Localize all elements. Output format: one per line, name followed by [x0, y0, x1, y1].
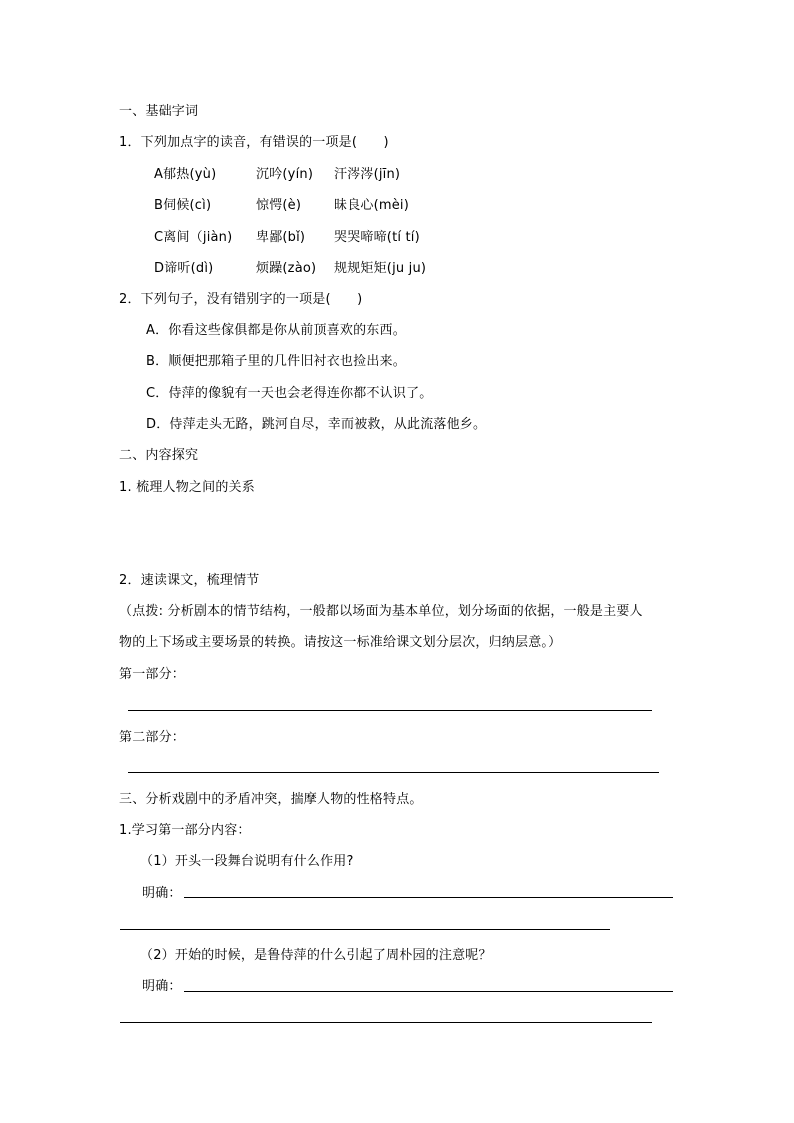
q1-option-b-word1: B伺候(cì)	[154, 198, 212, 213]
q2-option-c: C．侍萍的像貌有一天也会老得连你都不认识了。	[146, 386, 433, 401]
hint-line-1: （点拨: 分析剧本的情节结构，一般都以场面为基本单位，划分场面的依据，一般是主要人	[119, 604, 643, 619]
q1-option-a-word3: 汗涔涔(jīn)	[334, 167, 401, 182]
part-2-label: 第二部分：	[119, 730, 186, 745]
section-3-sub-1: 1.学习第一部分内容：	[119, 823, 251, 838]
part-1-answer-line[interactable]	[128, 710, 652, 711]
q1-option-a-word2: 沉吟(yín)	[256, 167, 314, 182]
answer-3-2-line-2[interactable]	[120, 1022, 652, 1023]
q1-option-d-word2: 烦躁(zào)	[256, 261, 317, 276]
content-item-1: 1. 梳理人物之间的关系	[119, 480, 255, 495]
section-heading-3: 三、分析戏剧中的矛盾冲突，揣摩人物的性格特点。	[119, 792, 423, 807]
part-1-label: 第一部分：	[119, 667, 186, 682]
part-2-answer-line[interactable]	[128, 772, 659, 773]
answer-3-1-label: 明确：	[142, 886, 182, 901]
answer-3-1-line-1[interactable]	[184, 897, 673, 898]
section-heading-2: 二、内容探究	[119, 448, 199, 463]
question-3-1: （1）开头一段舞台说明有什么作用?	[140, 854, 354, 869]
answer-3-2-line-1[interactable]	[184, 991, 673, 992]
content-item-2: 2．速读课文，梳理情节	[119, 573, 260, 588]
q1-option-c-word3: 哭哭啼啼(tí tí)	[334, 230, 420, 245]
question-2-stem: 2．下列句子，没有错别字的一项是( )	[119, 292, 363, 307]
q1-option-d-word1: D谛听(dì)	[154, 261, 214, 276]
q1-option-b-word3: 昧良心(mèi)	[334, 198, 410, 213]
question-1-stem: 1．下列加点字的读音，有错误的一项是( )	[119, 135, 389, 150]
answer-3-1-line-2[interactable]	[120, 929, 610, 930]
answer-3-2-label: 明确：	[142, 979, 182, 994]
hint-line-2: 物的上下场或主要场景的转换。请按这一标准给课文划分层次，归纳层意。）	[119, 635, 562, 650]
q1-option-c-word1: C离间（jiàn)	[154, 230, 233, 245]
q1-option-c-word2: 卑鄙(bǐ)	[256, 230, 306, 245]
question-3-2: （2）开始的时候，是鲁侍萍的什么引起了周朴园的注意呢？	[140, 948, 492, 963]
q2-option-a: A．你看这些傢俱都是你从前顶喜欢的东西。	[146, 323, 406, 338]
q1-option-b-word2: 惊愕(è)	[256, 198, 302, 213]
q2-option-d: D．侍萍走头无路，跳河自尽，幸而被救，从此流落他乡。	[146, 417, 487, 432]
q1-option-a-word1: A郁热(yù)	[154, 167, 217, 182]
q1-option-d-word3: 规规矩矩(ju ju)	[334, 261, 427, 276]
section-heading-1: 一、基础字词	[119, 104, 199, 119]
q2-option-b: B．顺便把那箱子里的几件旧衬衣也捡出来。	[146, 354, 406, 369]
